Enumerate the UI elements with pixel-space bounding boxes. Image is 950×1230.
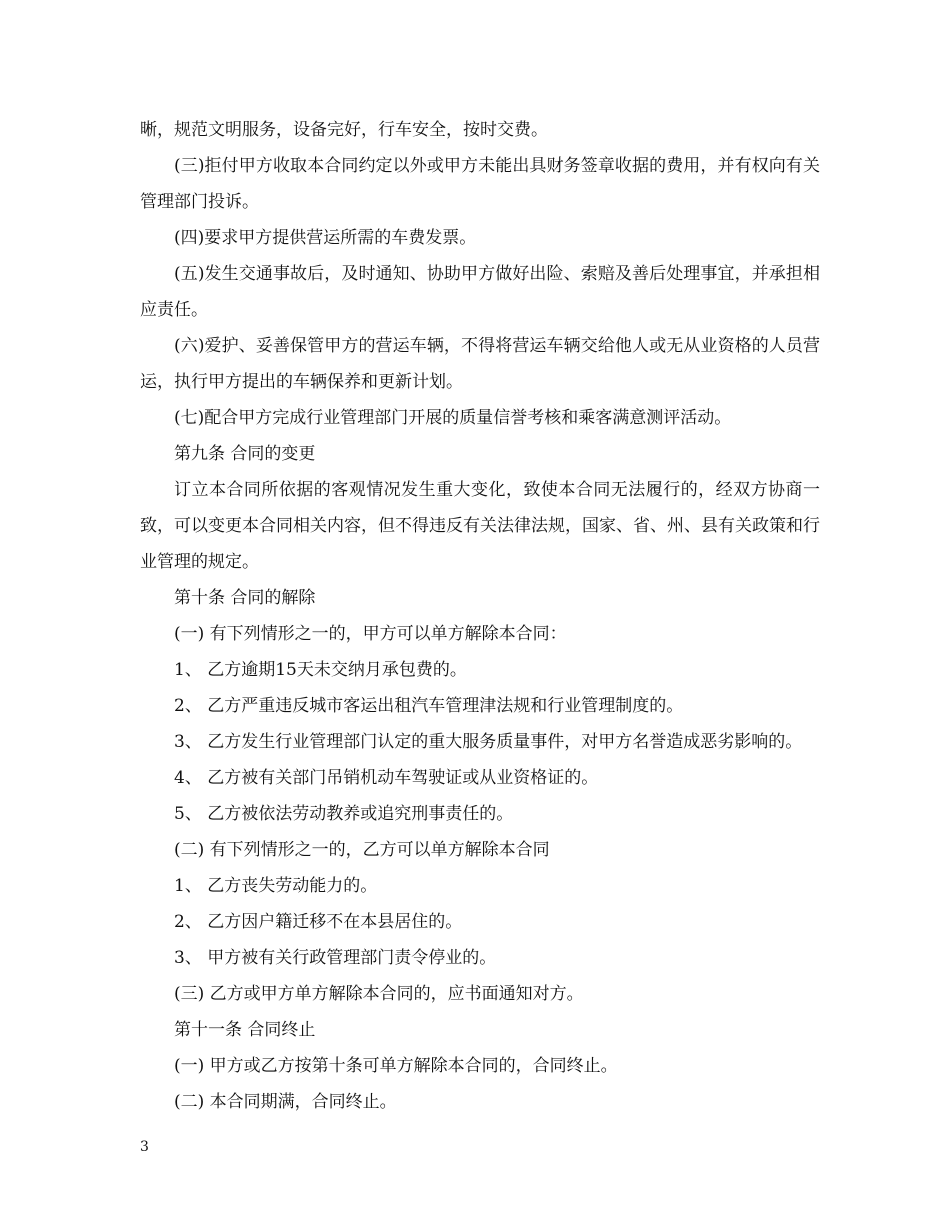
paragraph-4: (五)发生交通事故后，及时通知、协助甲方做好出险、索赔及善后处理事宜，并承担相应责任。 — [140, 264, 820, 320]
paragraph-5: (六)爱护、妥善保管甲方的营运车辆，不得将营运车辆交给他人或无从业资格的人员营运，执行甲方提出的车辆保养和更新计划。 — [140, 336, 820, 392]
list-item-8: 3、 甲方被有关行政管理部门责令停业的。 — [174, 948, 497, 968]
paragraph-20: (三) 乙方或甲方单方解除本合同的，应书面通知对方。 — [174, 984, 584, 1004]
paragraph-8: 订立本合同所依据的客观情况发生重大变化，致使本合同无法履行的，经双方协商一致，可以变更本合同相关内容，但不得违反有关法律法规，国家、省、州、县有关政策和行业管理的规定。 — [140, 480, 820, 572]
list-item-4: 4、 乙方被有关部门吊销机动车驾驶证或从业资格证的。 — [174, 768, 599, 788]
paragraph-3: (四)要求甲方提供营运所需的车费发票。 — [174, 228, 477, 248]
list-item-6: 1、 乙方丧失劳动能力的。 — [174, 876, 378, 896]
page-number: 3 — [140, 1139, 149, 1155]
list-item-7: 2、 乙方因户籍迁移不在本县居住的。 — [174, 912, 463, 932]
paragraph-6: (七)配合甲方完成行业管理部门开展的质量信誉考核和乘客满意测评活动。 — [174, 408, 732, 428]
paragraph-16: (二) 有下列情形之一的，乙方可以单方解除本合同 — [174, 840, 550, 860]
section-heading-9: 第九条 合同的变更 — [174, 444, 316, 464]
section-heading-10: 第十条 合同的解除 — [174, 588, 316, 608]
list-item-5: 5、 乙方被依法劳动教养或追究刑事责任的。 — [174, 804, 514, 824]
document-body — [140, 112, 820, 1120]
list-item-1: 1、 乙方逾期15天未交纳月承包费的。 — [174, 660, 467, 680]
section-heading-11: 第十一条 合同终止 — [174, 1020, 316, 1040]
paragraph-2: (三)拒付甲方收取本合同约定以外或甲方未能出具财务签章收据的费用，并有权向有关管理部门投诉。 — [140, 156, 820, 212]
paragraph-1: 晰，规范文明服务，设备完好，行车安全，按时交费。 — [140, 120, 548, 140]
paragraph-10: (一) 有下列情形之一的，甲方可以单方解除本合同： — [174, 624, 567, 644]
paragraph-22: (一) 甲方或乙方按第十条可单方解除本合同的，合同终止。 — [174, 1056, 618, 1076]
paragraph-23: (二) 本合同期满，合同终止。 — [174, 1092, 397, 1112]
list-item-2: 2、 乙方严重违反城市客运出租汽车管理津法规和行业管理制度的。 — [174, 696, 684, 716]
list-item-3: 3、 乙方发生行业管理部门认定的重大服务质量事件，对甲方名誉造成恶劣影响的。 — [174, 732, 803, 752]
